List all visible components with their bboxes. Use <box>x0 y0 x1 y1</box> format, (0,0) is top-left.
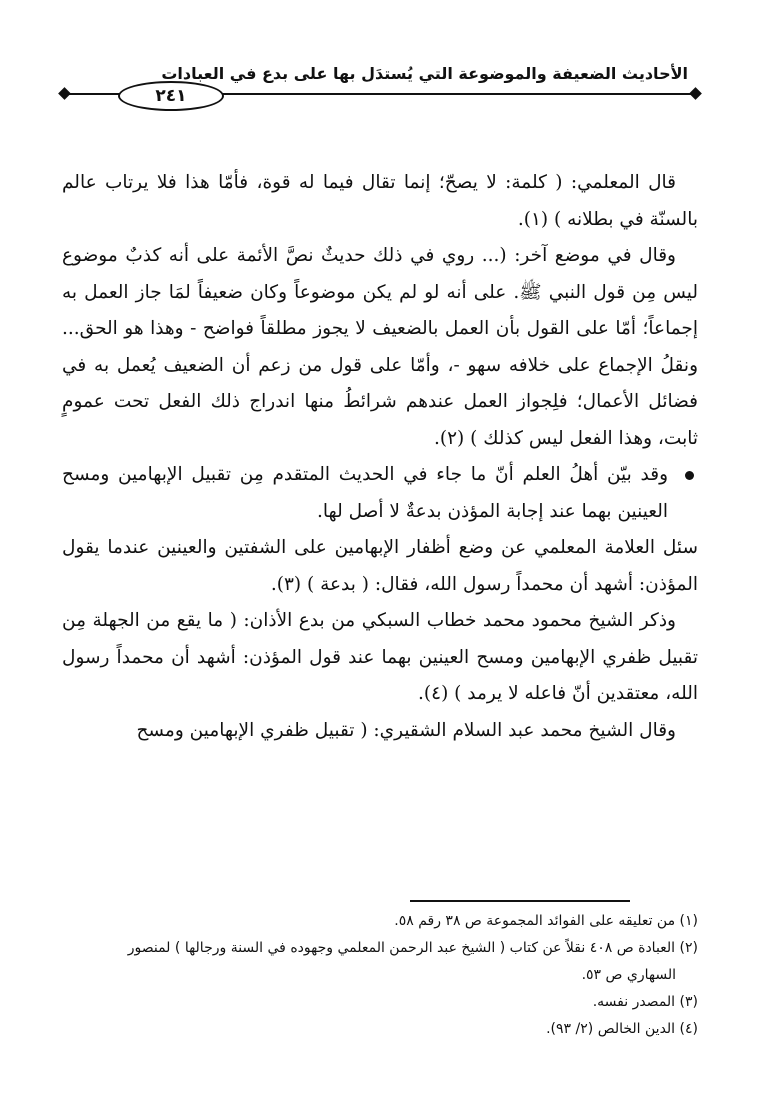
running-title: الأحاديث الضعيفة والموضوعة التي يُستدَل بها على بدع في العبادات <box>161 64 688 83</box>
paragraph: قال المعلمي: ( كلمة: لا يصحّ؛ إنما تقال فيما له قوة، فأمّا هذا فلا يرتاب عالم بالسنّة في بطلانه ) (١). <box>62 172 698 230</box>
footnote-continuation: السهاري ص ٥٣. <box>581 967 676 983</box>
footnote: (٣) المصدر نفسه. <box>592 994 698 1010</box>
paragraph: سئل العلامة المعلمي عن وضع أظفار الإبهامين على الشفتين والعينين عندما يقول المؤذن: أشهد أن محمداً رسول الله، فقال: ( بدعة ) (٣). <box>62 537 698 595</box>
paragraph: وقال الشيخ محمد عبد السلام الشقيري: ( تقبيل ظفري الإبهامين ومسح <box>136 719 676 741</box>
footnote: (٤) الدين الخالص (٢/ ٩٣). <box>546 1021 698 1037</box>
diamond-ornament-right-icon <box>689 87 702 100</box>
paragraph: وقد بيّن أهلُ العلم أنّ ما جاء في الحديث المتقدم مِن تقبيل الإبهامين ومسح العينين بهما عند إجابة المؤذن بدعةٌ لا أصل لها. <box>62 464 668 522</box>
footnote: (١) من تعليقه على الفوائد المجموعة ص ٣٨ رقم ٥٨. <box>394 913 698 929</box>
main-text <box>62 165 698 749</box>
paragraph: وذكر الشيخ محمود محمد خطاب السبكي من بدع الأذان: ( ما يقع من الجهلة مِن تقبيل ظفري الإبهامين ومسح العينين بهما عند قول المؤذن: أشهد أن محمداً رسول الله، معتقدين أنّ فاعله لا يرمد ) (٤). <box>62 610 698 704</box>
paragraph: وقال في موضع آخر: (... روي في ذلك حديثٌ نصَّ الأئمة على أنه كذبٌ موضوع ليس مِن قول النبي ﷺ. على أنه لو لم يكن موضوعاً وكان ضعيفاً لمَا جاز العمل به إجماعاً؛ أمّا على القول بأن العمل بالضعيف لا يجوز مطلقاً فواضح - وهذا هو الحق... ونقلُ الإجماع على خلافه سهو -، وأمّا على قول من زعم أن الضعيف يُعمل به في فضائل الأعمال؛ فلِجواز العمل عندهم شرائطُ منها اندراج ذلك الفعل تحت عمومٍ ثابت، وهذا الفعل ليس كذلك ) (٢). <box>62 245 698 449</box>
bullet-item <box>62 457 698 530</box>
footnote-separator <box>410 900 630 902</box>
page-header <box>60 62 700 108</box>
footnotes <box>62 908 698 1043</box>
footnote: (٢) العبادة ص ٤٠٨ نقلاً عن كتاب ( الشيخ عبد الرحمن المعلمي وجهوده في السنة ورجالها ) لمنصور <box>127 940 698 956</box>
page-number: ٢٤١ <box>118 81 224 111</box>
diamond-ornament-left-icon <box>58 87 71 100</box>
bullet-icon <box>685 471 694 480</box>
